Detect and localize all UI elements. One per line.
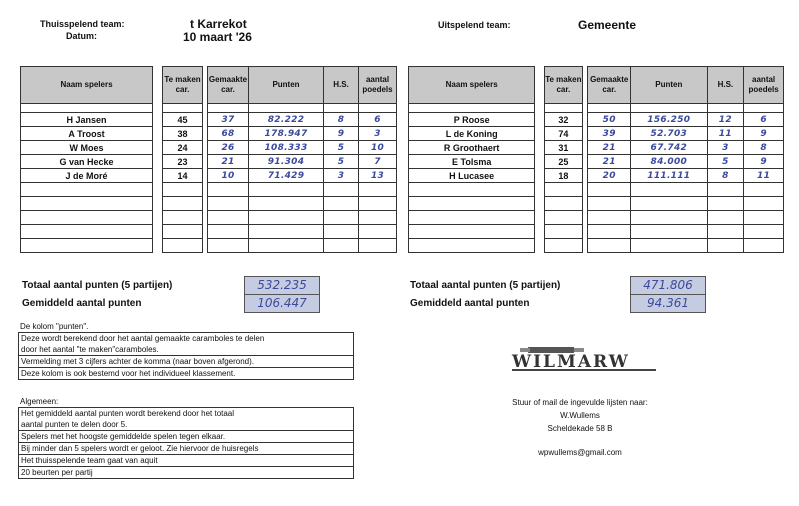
cell-points: 52.703 (631, 127, 707, 141)
match-date: 10 maart '26 (183, 30, 252, 44)
col-header-innings: aantal poedels (359, 67, 397, 104)
cell-made: 20 (588, 169, 631, 183)
cell-points (631, 183, 707, 197)
cell-hs: 5 (707, 155, 744, 169)
notes-points-line: door het aantal "te maken"caramboles. (19, 344, 354, 356)
cell-name (21, 197, 153, 211)
cell-made (208, 225, 249, 239)
cell-name (409, 183, 535, 197)
cell-innings: 3 (359, 127, 397, 141)
cell-name: P Roose (409, 113, 535, 127)
cell-made (208, 183, 249, 197)
cell-innings (744, 239, 784, 253)
logo-wordmark: WILMARW (512, 352, 630, 372)
cell-hs (707, 211, 744, 225)
cell-made: 21 (208, 155, 249, 169)
cell-hs (707, 225, 744, 239)
cell-points: 84.000 (631, 155, 707, 169)
cell-to-make (163, 211, 203, 225)
cell-innings: 6 (359, 113, 397, 127)
player-row (21, 169, 397, 183)
player-row (409, 239, 784, 253)
col-header-made: Gemaakte car. (588, 67, 631, 104)
cell-hs: 5 (324, 141, 359, 155)
cell-made: 39 (588, 127, 631, 141)
cell-name (409, 211, 535, 225)
cell-name: H Jansen (21, 113, 153, 127)
cell-points: 111.111 (631, 169, 707, 183)
cell-made: 50 (588, 113, 631, 127)
cell-name (21, 239, 153, 253)
notes-general-line: Het thuisspelende team gaat van aquit (19, 455, 354, 467)
player-row (409, 141, 784, 155)
cell-to-make (544, 197, 583, 211)
cell-hs: 5 (324, 155, 359, 169)
cell-innings: 6 (744, 113, 784, 127)
cell-points (249, 225, 324, 239)
notes-points-line: Deze wordt berekend door het aantal gemaakte caramboles te delen (19, 333, 354, 345)
cell-innings (744, 197, 784, 211)
cell-points (631, 197, 707, 211)
player-row (21, 155, 397, 169)
cell-made (208, 197, 249, 211)
cell-to-make: 25 (544, 155, 583, 169)
notes-points-box (18, 332, 354, 380)
cell-hs: 11 (707, 127, 744, 141)
notes-general-box (18, 407, 354, 479)
notes-general-line: Bij minder dan 5 spelers wordt er geloot. Zie hiervoor de huisregels (19, 443, 354, 455)
cell-points (249, 239, 324, 253)
cell-made: 10 (208, 169, 249, 183)
home-team-name: t Karrekot (190, 17, 247, 31)
cell-to-make: 38 (163, 127, 203, 141)
player-row (409, 169, 784, 183)
cell-made (588, 183, 631, 197)
cell-hs (324, 225, 359, 239)
wilmarw-logo (508, 341, 658, 377)
cell-name (21, 225, 153, 239)
cell-made: 37 (208, 113, 249, 127)
home-team-label: Thuisspelend team: (40, 19, 125, 29)
notes-points-line: Deze kolom is ook bestemd voor het individueel klassement. (19, 368, 354, 380)
cell-made: 21 (588, 141, 631, 155)
contact-intro: Stuur of mail de ingevulde lijsten naar: (512, 398, 648, 407)
notes-general-line: Het gemiddeld aantal punten wordt berekend door het totaal (19, 408, 354, 420)
cell-innings (744, 211, 784, 225)
cell-to-make (163, 225, 203, 239)
player-row (21, 183, 397, 197)
cell-to-make: 45 (163, 113, 203, 127)
notes-general-line: Spelers met het hoogste gemiddelde spelen tegen elkaar. (19, 431, 354, 443)
cell-made: 26 (208, 141, 249, 155)
cell-to-make (544, 211, 583, 225)
cell-points: 156.250 (631, 113, 707, 127)
cell-innings: 13 (359, 169, 397, 183)
cell-to-make: 18 (544, 169, 583, 183)
notes-points-line: Vermelding met 3 cijfers achter de komma (naar boven afgerond). (19, 356, 354, 368)
away-team-label: Uitspelend team: (438, 20, 511, 30)
home-players-table (20, 66, 397, 253)
cell-hs: 8 (707, 169, 744, 183)
cell-hs: 3 (324, 169, 359, 183)
cell-points (249, 211, 324, 225)
cell-name: G van Hecke (21, 155, 153, 169)
player-row (409, 183, 784, 197)
cell-points (631, 225, 707, 239)
cell-innings: 9 (744, 155, 784, 169)
cell-innings (359, 183, 397, 197)
cell-made: 21 (588, 155, 631, 169)
cell-points: 71.429 (249, 169, 324, 183)
cell-hs (707, 183, 744, 197)
cell-hs (324, 197, 359, 211)
cell-innings (744, 225, 784, 239)
cell-made (588, 239, 631, 253)
player-row (409, 197, 784, 211)
cell-made (588, 225, 631, 239)
away-team-name: Gemeente (578, 18, 637, 32)
cell-innings (744, 183, 784, 197)
cell-to-make (544, 183, 583, 197)
col-header-to-make: Te maken car. (544, 67, 583, 104)
cell-innings: 10 (359, 141, 397, 155)
player-row (21, 197, 397, 211)
away-avg-value: 94.361 (630, 294, 706, 313)
cell-innings: 8 (744, 141, 784, 155)
contact-email: wpwullems@gmail.com (538, 448, 622, 457)
cell-name: A Troost (21, 127, 153, 141)
away-players-table (408, 66, 784, 253)
cell-points (249, 197, 324, 211)
cell-to-make (163, 239, 203, 253)
cell-name (21, 183, 153, 197)
home-total-value: 532.235 (244, 276, 320, 295)
cell-points: 82.222 (249, 113, 324, 127)
cell-name: L de Koning (409, 127, 535, 141)
cell-name (21, 211, 153, 225)
player-row (21, 225, 397, 239)
cell-innings: 7 (359, 155, 397, 169)
cell-name (409, 197, 535, 211)
cell-hs (324, 239, 359, 253)
cell-hs: 8 (324, 113, 359, 127)
cell-made (208, 239, 249, 253)
cell-to-make (544, 239, 583, 253)
cell-hs (324, 183, 359, 197)
player-row (409, 127, 784, 141)
contact-name: W.Wullems (560, 411, 600, 420)
player-row (409, 225, 784, 239)
away-total-value: 471.806 (630, 276, 706, 295)
notes-general-line: 20 beurten per partij (19, 467, 354, 479)
col-header-hs: H.S. (324, 67, 359, 104)
player-row (21, 141, 397, 155)
player-row (21, 113, 397, 127)
billiard-cue-icon (508, 341, 658, 377)
cell-to-make (163, 183, 203, 197)
cell-innings (359, 239, 397, 253)
home-total-label: Totaal aantal punten (5 partijen) (22, 280, 173, 291)
cell-made (588, 211, 631, 225)
cell-innings (359, 211, 397, 225)
cell-hs: 3 (707, 141, 744, 155)
cell-to-make: 14 (163, 169, 203, 183)
cell-hs (707, 197, 744, 211)
cell-to-make: 32 (544, 113, 583, 127)
player-row (409, 113, 784, 127)
cell-to-make: 23 (163, 155, 203, 169)
cell-made (208, 211, 249, 225)
notes-general-line: aantal punten te delen door 5. (19, 419, 354, 431)
player-row (409, 211, 784, 225)
cell-innings: 9 (744, 127, 784, 141)
cell-innings (359, 225, 397, 239)
date-label: Datum: (66, 31, 97, 41)
cell-name (409, 239, 535, 253)
cell-name: R Groothaert (409, 141, 535, 155)
notes-points-title: De kolom "punten". (20, 322, 89, 331)
cell-name (409, 225, 535, 239)
cell-made: 68 (208, 127, 249, 141)
cell-to-make: 74 (544, 127, 583, 141)
cell-to-make (544, 225, 583, 239)
cell-hs (324, 211, 359, 225)
cell-to-make (163, 197, 203, 211)
col-header-points: Punten (249, 67, 324, 104)
col-header-name: Naam spelers (21, 67, 153, 104)
cell-points: 91.304 (249, 155, 324, 169)
col-header-made: Gemaakte car. (208, 67, 249, 104)
cell-made (588, 197, 631, 211)
cell-hs (707, 239, 744, 253)
home-avg-label: Gemiddeld aantal punten (22, 298, 142, 309)
col-header-points: Punten (631, 67, 707, 104)
cell-points: 108.333 (249, 141, 324, 155)
cell-hs: 9 (324, 127, 359, 141)
notes-general-title: Algemeen: (20, 397, 59, 406)
player-row (21, 127, 397, 141)
col-header-to-make: Te maken car. (163, 67, 203, 104)
contact-address: Scheldekade 58 B (547, 424, 613, 433)
col-header-name: Naam spelers (409, 67, 535, 104)
cell-points: 178.947 (249, 127, 324, 141)
cell-points: 67.742 (631, 141, 707, 155)
cell-innings: 11 (744, 169, 784, 183)
cell-points (249, 183, 324, 197)
cell-hs: 12 (707, 113, 744, 127)
player-row (21, 211, 397, 225)
home-avg-value: 106.447 (244, 294, 320, 313)
cell-innings (359, 197, 397, 211)
cell-name: E Tolsma (409, 155, 535, 169)
away-avg-label: Gemiddeld aantal punten (410, 298, 530, 309)
cell-name: H Lucasee (409, 169, 535, 183)
col-header-innings: aantal poedels (744, 67, 784, 104)
cell-name: W Moes (21, 141, 153, 155)
cell-points (631, 239, 707, 253)
cell-points (631, 211, 707, 225)
player-row (21, 239, 397, 253)
away-total-label: Totaal aantal punten (5 partijen) (410, 280, 561, 291)
cell-to-make: 24 (163, 141, 203, 155)
player-row (409, 155, 784, 169)
col-header-hs: H.S. (707, 67, 744, 104)
cell-name: J de Moré (21, 169, 153, 183)
cell-to-make: 31 (544, 141, 583, 155)
